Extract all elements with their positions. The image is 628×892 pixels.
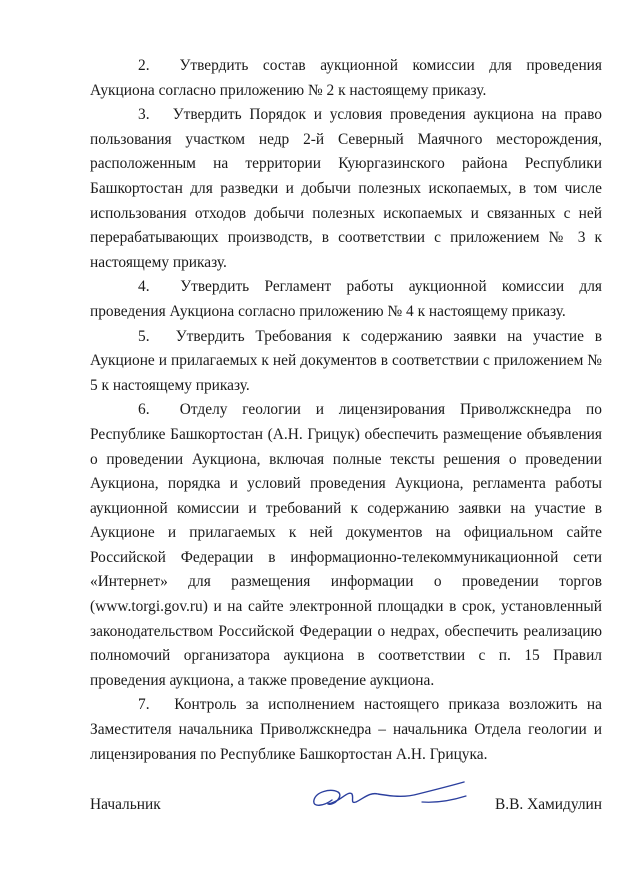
item-3	[90, 103, 602, 275]
item-4	[90, 275, 602, 324]
item-text: Утвердить Регламент работы аукционной комиссии для проведения Аукциона согласно приложению № 4 к настоящему приказу.	[90, 278, 602, 320]
signatory-position: Начальник	[90, 796, 161, 813]
item-text: Утвердить состав аукционной комиссии для проведения Аукциона согласно приложению № 2 к настоящему приказу.	[90, 57, 602, 99]
item-text: Контроль за исполнением настоящего приказа возложить на Заместителя начальника Приволжскнедра – начальника Отдела геологии и лицензирования по Республике Башкортостан А.Н. Грицука.	[90, 696, 602, 763]
document-body	[90, 54, 602, 767]
item-text: Отделу геологии и лицензирования Приволжскнедра по Республике Башкортостан (А.Н. Грицук) обеспечить размещение объявления о проведении Аукциона, включая полные тексты решения о проведении Аукциона, порядка и условий проведения Аукциона, регламента работы аукционной комиссии и требований к содержанию заявки на участие в Аукционе и прилагаемых к ней документов на официальном сайте Российской Федерации в информационно-телекоммуникационной сети «Интернет» для размещения информации о проведении торгов (www.torgi.gov.ru) и на сайте электронной площадки в срок, установленный законодательством Российской Федерации о недрах, обеспечить реализацию полномочий организатора аукциона в соответствии с п. 15 Правил проведения аукциона, а также проведение аукциона.	[90, 401, 602, 689]
item-number: 4.	[138, 278, 150, 296]
item-number: 6.	[138, 401, 150, 419]
handwritten-signature	[304, 776, 474, 820]
item-2	[90, 54, 602, 103]
item-number: 7.	[138, 696, 150, 714]
item-number: 2.	[138, 57, 150, 74]
item-5	[90, 325, 602, 399]
signatory-name: В.В. Хамидулин	[495, 796, 602, 813]
item-7	[90, 693, 602, 767]
item-text: Утвердить Требования к содержанию заявки на участие в Аукционе и прилагаемых к ней документов в соответствии с приложением № 5 к настоящему приказу.	[90, 327, 602, 394]
item-number: 5.	[138, 327, 150, 345]
item-text: Утвердить Порядок и условия проведения аукциона на право пользования участком недр 2-й Северный Маячного месторождения, расположенным на территории Куюргазинского района Республики Башкортостан для разведки и добычи полезных ископаемых, в том числе использования отходов добычи полезных ископаемых и связанных с ней перерабатывающих производств, в соответствии с приложением № 3 к настоящему приказу.	[90, 106, 602, 271]
item-6	[90, 398, 602, 693]
item-number: 3.	[138, 106, 150, 124]
signature-block	[90, 796, 602, 826]
